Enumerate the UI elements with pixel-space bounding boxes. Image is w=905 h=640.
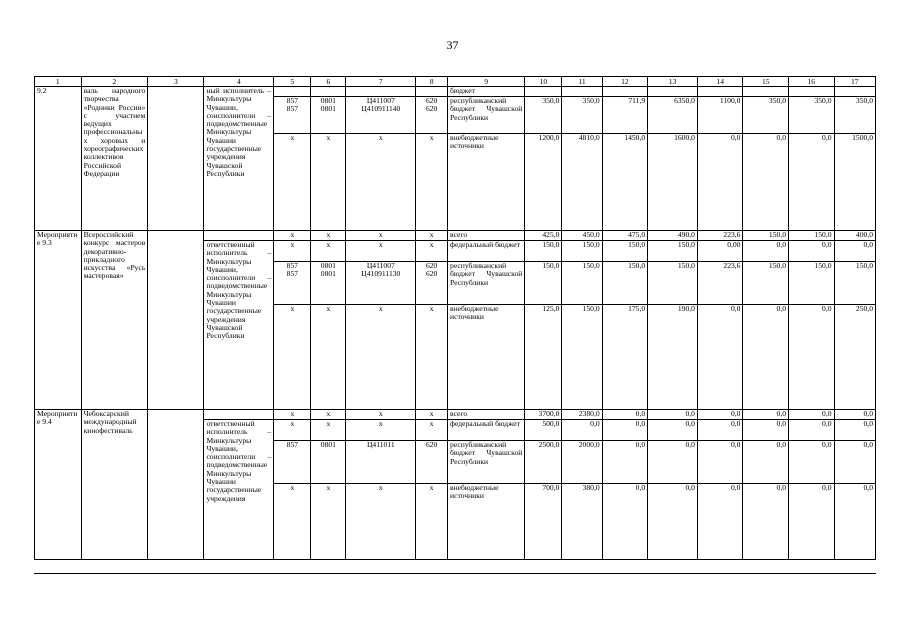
value-cell: 0,0 (562, 420, 602, 441)
code-cell: x (346, 420, 416, 441)
header-cell: 1 (35, 77, 82, 87)
empty-cell (148, 410, 204, 560)
value-cell: 2500,0 (525, 441, 562, 484)
value-cell: 150,0 (834, 262, 875, 305)
value-cell: 150,0 (743, 231, 789, 241)
value-cell: 0,0 (602, 441, 648, 484)
code-cell: x (274, 410, 311, 420)
page-number: 37 (446, 38, 459, 52)
code-cell: Ц411007 Ц410911130 (346, 262, 416, 305)
value-cell: 125,0 (525, 305, 562, 410)
value-cell: 3700,0 (525, 410, 562, 420)
value-cell: 150,0 (648, 241, 698, 262)
value-cell (602, 87, 648, 97)
header-cell: 17 (834, 77, 875, 87)
code-cell: x (274, 134, 311, 231)
code-cell: x (274, 231, 311, 241)
value-cell: 0,0 (697, 134, 743, 231)
code-cell: x (311, 305, 346, 410)
responsible-cell: ный исполнитель – Минкультуры Чувашии, соисполнители – подведомственные Минкультуры Чувашии государственные учреждения Чувашской Республики (204, 87, 274, 231)
empty-cell (148, 231, 204, 410)
value-cell: 0,0 (697, 410, 743, 420)
code-cell: x (416, 420, 448, 441)
header-cell: 8 (416, 77, 448, 87)
code-cell: 857 857 (274, 97, 311, 134)
value-cell: 475,0 (602, 231, 648, 241)
value-cell: 0,0 (834, 410, 875, 420)
value-cell: 0,0 (789, 484, 835, 560)
table-row (35, 231, 876, 241)
value-cell: 0,0 (648, 484, 698, 560)
event-name-cell: валь народного творчества «Родники России» с участием ведущих профессиональных хоровых и хореографических коллективов Российской Федерации (81, 87, 148, 231)
value-cell: 0,0 (743, 305, 789, 410)
code-cell: 620 620 (416, 262, 448, 305)
value-cell: 4810,0 (562, 134, 602, 231)
code-cell: x (416, 305, 448, 410)
code-cell: x (274, 241, 311, 262)
funding-source-cell: федеральный бюджет (448, 241, 525, 262)
funding-source-cell: внебюджетные источники (448, 305, 525, 410)
funding-source-cell: всего (448, 231, 525, 241)
value-cell (789, 87, 835, 97)
value-cell: 150,0 (562, 262, 602, 305)
code-cell: x (311, 410, 346, 420)
code-cell: Ц411007 Ц410911140 (346, 97, 416, 134)
header-cell: 12 (602, 77, 648, 87)
value-cell: 150,0 (743, 262, 789, 305)
value-cell: 0,0 (789, 305, 835, 410)
value-cell: 0,0 (834, 420, 875, 441)
column-number-row (35, 77, 876, 87)
header-cell: 15 (743, 77, 789, 87)
value-cell: 150,0 (525, 241, 562, 262)
header-cell: 4 (204, 77, 274, 87)
value-cell: 0,0 (789, 441, 835, 484)
value-cell: 223,6 (697, 231, 743, 241)
value-cell: 0,0 (697, 484, 743, 560)
value-cell: 350,0 (525, 97, 562, 134)
value-cell: 0,0 (602, 420, 648, 441)
code-cell: x (416, 484, 448, 560)
value-cell: 350,0 (789, 97, 835, 134)
table-row (35, 410, 876, 420)
value-cell: 490,0 (648, 231, 698, 241)
value-cell: 150,0 (789, 262, 835, 305)
value-cell: 500,0 (525, 420, 562, 441)
funding-source-cell: республиканский бюджет Чувашской Республики (448, 441, 525, 484)
value-cell: 2000,0 (562, 441, 602, 484)
value-cell: 350,0 (743, 97, 789, 134)
value-cell: 150,0 (789, 231, 835, 241)
code-cell: x (416, 241, 448, 262)
value-cell: 1450,0 (602, 134, 648, 231)
value-cell (525, 87, 562, 97)
value-cell: 350,0 (834, 97, 875, 134)
header-cell: 11 (562, 77, 602, 87)
code-cell (311, 87, 346, 97)
event-name-cell: Всероссийский конкурс мастеров декоративно-прикладного искусства «Русь мастеровая» (81, 231, 148, 410)
code-cell: x (346, 410, 416, 420)
code-cell: x (346, 305, 416, 410)
code-cell: x (274, 420, 311, 441)
value-cell: 0,0 (743, 441, 789, 484)
code-cell: x (274, 484, 311, 560)
funding-source-cell: всего (448, 410, 525, 420)
value-cell: 0,0 (789, 134, 835, 231)
header-cell: 7 (346, 77, 416, 87)
value-cell: 1600,0 (648, 134, 698, 231)
value-cell: 0,0 (697, 420, 743, 441)
code-cell: x (346, 241, 416, 262)
responsible-cell: ответственный исполнитель – Минкультуры Чувашии, соисполнители – подведомственные Минкультуры Чувашии государственные учреждения Чувашской Республики (204, 241, 274, 410)
value-cell: 400,0 (834, 231, 875, 241)
value-cell: 150,0 (562, 305, 602, 410)
value-cell: 0,0 (648, 420, 698, 441)
code-cell: x (274, 305, 311, 410)
value-cell: 190,0 (648, 305, 698, 410)
value-cell: 0,0 (743, 484, 789, 560)
value-cell: 150,0 (602, 241, 648, 262)
header-cell: 3 (148, 77, 204, 87)
value-cell: 0,0 (648, 410, 698, 420)
value-cell: 0,0 (743, 410, 789, 420)
value-cell: 0,00 (697, 241, 743, 262)
value-cell: 0,0 (743, 241, 789, 262)
responsible-blank-cell (204, 231, 274, 241)
code-cell: 620 (416, 441, 448, 484)
event-number-cell: 9.2 (35, 87, 82, 231)
code-cell: 0801 0801 (311, 262, 346, 305)
value-cell (834, 87, 875, 97)
value-cell (648, 87, 698, 97)
code-cell: 857 857 (274, 262, 311, 305)
value-cell: 1200,0 (525, 134, 562, 231)
code-cell (274, 87, 311, 97)
value-cell: 0,0 (697, 305, 743, 410)
header-cell: 16 (789, 77, 835, 87)
code-cell: 0801 0801 (311, 97, 346, 134)
value-cell: 0,0 (648, 441, 698, 484)
funding-source-cell: республиканский бюджет Чувашской Республики (448, 262, 525, 305)
value-cell: 175,0 (602, 305, 648, 410)
code-cell (416, 87, 448, 97)
funding-source-cell: внебюджетные источники (448, 484, 525, 560)
value-cell: 150,0 (525, 262, 562, 305)
value-cell: 6350,0 (648, 97, 698, 134)
code-cell: x (416, 410, 448, 420)
value-cell: 711,9 (602, 97, 648, 134)
value-cell: 150,0 (602, 262, 648, 305)
value-cell (697, 87, 743, 97)
code-cell: Ц411011 (346, 441, 416, 484)
code-cell: x (311, 241, 346, 262)
value-cell: 0,0 (602, 410, 648, 420)
value-cell: 450,0 (562, 231, 602, 241)
code-cell: 620 620 (416, 97, 448, 134)
code-cell: x (346, 484, 416, 560)
funding-source-cell: республиканский бюджет Чувашской Республики (448, 97, 525, 134)
value-cell: 425,0 (525, 231, 562, 241)
code-cell: x (311, 484, 346, 560)
event-name-cell: Чебоксарский международный кинофестиваль (81, 410, 148, 560)
value-cell: 0,0 (834, 241, 875, 262)
code-cell: x (416, 134, 448, 231)
value-cell: 0,0 (789, 241, 835, 262)
value-cell: 700,0 (525, 484, 562, 560)
value-cell: 0,0 (834, 441, 875, 484)
header-cell: 13 (648, 77, 698, 87)
value-cell: 0,0 (697, 441, 743, 484)
responsible-blank-cell (204, 410, 274, 420)
code-cell: x (311, 134, 346, 231)
event-number-cell: Мероприятие 9.4 (35, 410, 82, 560)
funding-source-cell: бюджет (448, 87, 525, 97)
value-cell: 250,0 (834, 305, 875, 410)
event-number-cell: Мероприятие 9.3 (35, 231, 82, 410)
value-cell (743, 87, 789, 97)
funding-source-cell: внебюджетные источники (448, 134, 525, 231)
header-cell: 5 (274, 77, 311, 87)
table-row (35, 87, 876, 97)
table-continuation-line (34, 573, 876, 574)
value-cell: 223,6 (697, 262, 743, 305)
value-cell: 2380,0 (562, 410, 602, 420)
code-cell: x (346, 134, 416, 231)
code-cell: x (346, 231, 416, 241)
code-cell: 0801 (311, 441, 346, 484)
value-cell: 350,0 (562, 97, 602, 134)
header-cell: 6 (311, 77, 346, 87)
value-cell: 0,0 (789, 410, 835, 420)
code-cell: x (311, 420, 346, 441)
funding-source-cell: федеральный бюджет (448, 420, 525, 441)
code-cell: x (311, 231, 346, 241)
code-cell (346, 87, 416, 97)
value-cell: 380,0 (562, 484, 602, 560)
code-cell: x (416, 231, 448, 241)
responsible-cell: ответственный исполнитель – Минкультуры Чувашии, соисполнители – подведомственные Минкультуры Чувашии государственные учреждения (204, 420, 274, 560)
code-cell: 857 (274, 441, 311, 484)
value-cell: 150,0 (562, 241, 602, 262)
value-cell: 0,0 (834, 484, 875, 560)
value-cell (562, 87, 602, 97)
header-cell: 10 (525, 77, 562, 87)
header-cell: 9 (448, 77, 525, 87)
value-cell: 150,0 (648, 262, 698, 305)
program-table (34, 76, 876, 560)
value-cell: 0,0 (743, 420, 789, 441)
header-cell: 14 (697, 77, 743, 87)
value-cell: 0,0 (743, 134, 789, 231)
value-cell: 1100,0 (697, 97, 743, 134)
value-cell: 1500,0 (834, 134, 875, 231)
empty-cell (148, 87, 204, 231)
value-cell: 0,0 (602, 484, 648, 560)
value-cell: 0,0 (789, 420, 835, 441)
header-cell: 2 (81, 77, 148, 87)
